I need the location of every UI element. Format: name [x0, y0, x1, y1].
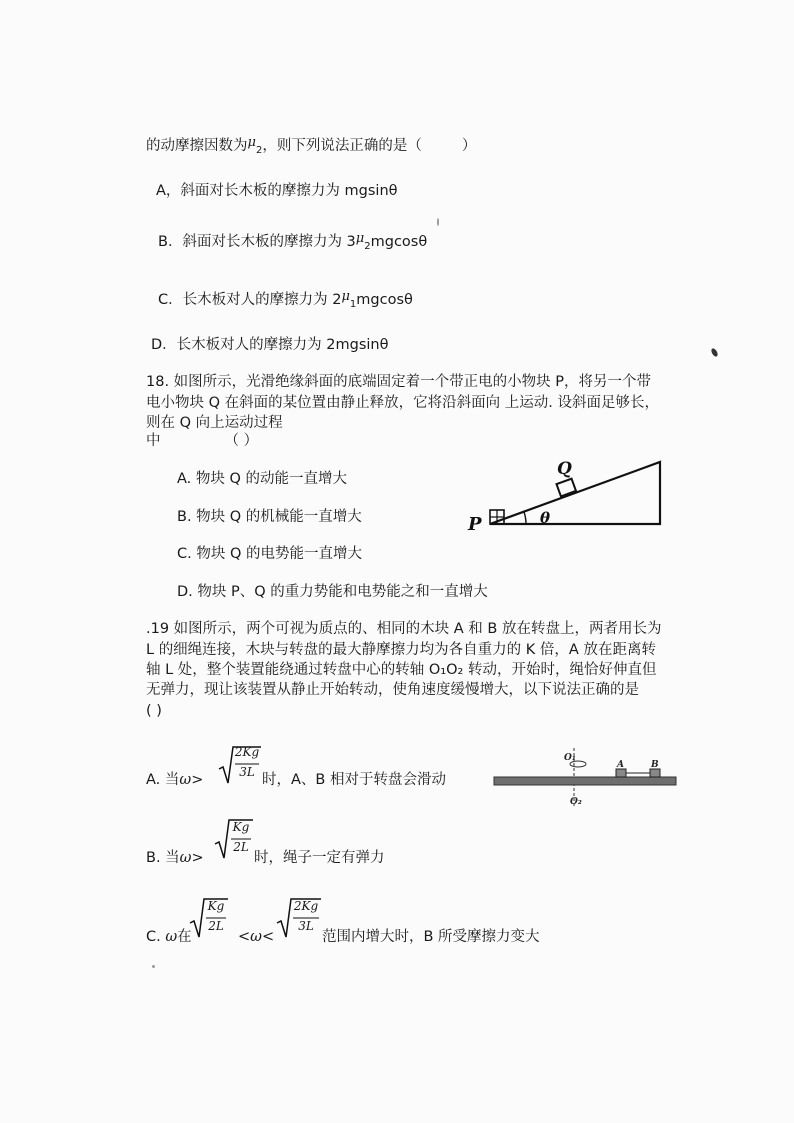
mu-symbol: μ — [341, 289, 350, 304]
q19-line-2: L 的细绳连接，木块与转盘的最大静摩擦力均为各自重力的 K 倍，A 放在距离转 — [146, 642, 656, 658]
frac-den: 2L — [208, 919, 224, 933]
q17-intro-text: 的动摩擦因数为 — [146, 138, 248, 154]
subscript: 2 — [364, 241, 371, 252]
q17-intro-line — [146, 133, 476, 161]
q18-option-a: A. 物块 Q 的动能一直增大 — [177, 471, 348, 487]
frac-den: 2L — [233, 840, 249, 854]
q19-option-c-zai: 在 — [177, 929, 192, 945]
frac-num: 2Kg — [293, 899, 319, 913]
label-theta: θ — [540, 509, 551, 527]
gt-sign: > — [191, 850, 204, 866]
q17-option-c-text: C．长木板对人的摩擦力为 2 — [158, 292, 342, 308]
q19-option-c-post: 范围内增大时，B 所受摩擦力变大 — [322, 929, 540, 945]
q18-line-3: 则在 Q 向上运动过程 — [146, 415, 283, 431]
q19-line-3: 轴 L 处，整个装置能绕通过转盘中心的转轴 O₁O₂ 转动，开始时，绳恰好伸直但 — [146, 662, 657, 678]
turntable-figure — [490, 748, 680, 810]
q19-line-4: 无弹力，现让该装置从静止开始转动，使角速度缓慢增大，以下说法正确的是 — [146, 682, 639, 698]
q17-option-b — [158, 229, 427, 257]
omega-symbol: ω — [165, 929, 178, 945]
block-a — [616, 769, 626, 777]
subscript: 2 — [255, 145, 263, 156]
subscript: 1 — [349, 299, 357, 310]
turntable-disk — [494, 777, 676, 785]
q19-option-c-label: C. — [146, 929, 166, 945]
q19-option-a-label: A. 当 — [146, 772, 180, 788]
q19-option-c-inequality: <ω< — [238, 929, 275, 945]
omega-symbol: ω — [179, 850, 192, 866]
scan-mark — [152, 965, 155, 968]
frac-num: Kg — [207, 899, 225, 913]
answer-paren-close: ） — [461, 138, 477, 154]
label-a: A — [617, 760, 624, 770]
frac-num: Kg — [232, 820, 250, 834]
scan-mark — [710, 347, 719, 357]
q19-option-c-pre — [146, 927, 192, 947]
incline-triangle — [490, 462, 660, 524]
q19-option-a-post: 时，A、B 相对于转盘会滑动 — [262, 772, 446, 788]
q17-option-d: D．长木板对人的摩擦力为 2mgsinθ — [151, 337, 389, 353]
q17-option-b-text-2: mgcosθ — [370, 234, 428, 250]
frac-den: 3L — [239, 765, 255, 779]
angle-arc — [524, 512, 526, 524]
block-b — [650, 769, 660, 777]
q18-option-b: B. 物块 Q 的机械能一直增大 — [177, 509, 362, 525]
q19-option-b-pre — [146, 848, 204, 868]
q18-option-d: D. 物块 P、Q 的重力势能和电势能之和一直增大 — [177, 584, 488, 600]
q18-line-4 — [146, 431, 258, 451]
incline-figure — [460, 450, 670, 532]
scan-mark — [437, 218, 439, 226]
q18-line-4-text: 中 — [146, 433, 161, 449]
q17-option-c-text-2: mgcosθ — [356, 292, 413, 308]
q19-line-1: .19 如图所示，两个可视为质点的、相同的木块 A 和 B 放在转盘上，两者用长为 — [146, 621, 662, 637]
q17-intro-text-2: ，则下列说法正确的是（ — [262, 138, 422, 154]
label-o1: O₁ — [564, 753, 576, 763]
mu-symbol: μ — [355, 231, 365, 246]
q19-option-a-pre — [146, 770, 203, 790]
label-b: B — [651, 760, 659, 770]
q18-line-1: 18. 如图所示，光滑绝缘斜面的底端固定着一个带正电的小物块 P，将另一个带 — [146, 374, 652, 390]
gt-sign: > — [191, 772, 204, 788]
q19-line-5: ( ) — [146, 703, 162, 719]
q17-option-b-text: B．斜面对长木板的摩擦力为 3 — [158, 234, 356, 250]
label-q: Q — [557, 459, 572, 479]
omega-symbol: ω — [179, 772, 192, 788]
q17-option-a: A，斜面对长木板的摩擦力为 mgsinθ — [156, 183, 398, 199]
label-p: P — [468, 514, 482, 532]
q19-option-b-label: B. 当 — [146, 850, 180, 866]
answer-paren: （ ） — [224, 433, 259, 449]
frac-den: 3L — [298, 919, 314, 933]
q19-option-b-post: 时，绳子一定有弹力 — [254, 850, 385, 866]
frac-num: 2Kg — [234, 745, 260, 759]
label-o2: O₂ — [570, 797, 582, 807]
q18-line-2: 电小物块 Q 在斜面的某位置由静止释放，它将沿斜面向 上运动. 设斜面足够长， — [146, 395, 659, 411]
mu-symbol: μ — [247, 135, 256, 150]
q18-option-c: C. 物块 Q 的电势能一直增大 — [177, 546, 362, 562]
q17-option-c — [158, 287, 413, 315]
